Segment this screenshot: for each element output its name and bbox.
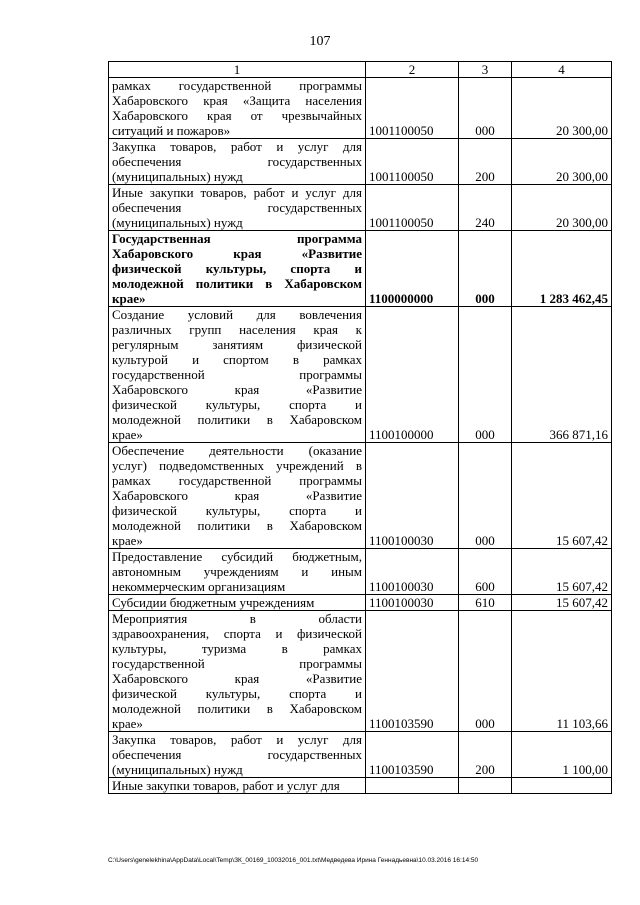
row-amount: 15 607,42 xyxy=(512,595,612,611)
row-amount: 11 103,66 xyxy=(512,611,612,732)
row-expense-type: 200 xyxy=(459,139,512,185)
row-target-code: 1100103590 xyxy=(366,732,459,778)
row-target-code: 1100100030 xyxy=(366,549,459,595)
description-line: культуры, туризма в рамках xyxy=(112,641,362,656)
row-description xyxy=(109,139,366,185)
header-col-2: 2 xyxy=(366,62,459,78)
row-expense-type: 200 xyxy=(459,732,512,778)
description-line: Хабаровского края от чрезвычайных xyxy=(112,108,362,123)
header-col-3: 3 xyxy=(459,62,512,78)
row-target-code: 1001100050 xyxy=(366,78,459,139)
header-col-4: 4 xyxy=(512,62,612,78)
row-target-code: 1100100000 xyxy=(366,307,459,443)
description-line: Мероприятия в области xyxy=(112,611,362,626)
description-line: Хабаровского края «Развитие xyxy=(112,488,362,503)
row-amount: 20 300,00 xyxy=(512,185,612,231)
row-description xyxy=(109,185,366,231)
description-line: физической культуры, спорта и xyxy=(112,686,362,701)
description-line: молодежной политики в Хабаровском xyxy=(112,412,362,427)
description-line: Хабаровского края «Развитие xyxy=(112,671,362,686)
page-number: 107 xyxy=(309,34,331,49)
description-line: (муниципальных) нужд xyxy=(112,215,243,230)
description-line: обеспечения государственных xyxy=(112,200,362,215)
description-line: регулярным занятиям физической xyxy=(112,337,362,352)
description-line: рамках государственной программы xyxy=(112,78,362,93)
row-amount: 20 300,00 xyxy=(512,78,612,139)
row-amount: 1 100,00 xyxy=(512,732,612,778)
description-line: крае» xyxy=(112,427,143,442)
budget-table xyxy=(108,61,612,794)
description-line: Создание условий для вовлечения xyxy=(112,307,362,322)
row-amount: 20 300,00 xyxy=(512,139,612,185)
row-amount: 366 871,16 xyxy=(512,307,612,443)
description-line: услуг) подведомственных учреждений в xyxy=(112,458,362,473)
row-expense-type: 000 xyxy=(459,307,512,443)
description-line: ситуаций и пожаров» xyxy=(112,123,231,138)
description-line: молодежной политики в Хабаровском xyxy=(112,276,362,291)
row-description xyxy=(109,549,366,595)
row-description xyxy=(109,231,366,307)
table-row xyxy=(109,549,612,595)
file-path-footer: C:\Users\genelekhina\AppData\Local\Temp\ЗК_00169_10032016_001.txt\Медведева Ирина Геннадьевна\10.03.2016 16:14:50 xyxy=(108,857,479,864)
description-line: Субсидии бюджетным учреждениям xyxy=(112,595,315,610)
description-line: государственной программы xyxy=(112,367,362,382)
description-line: некоммерческим организациям xyxy=(112,579,286,594)
table-body xyxy=(109,62,612,794)
description-line: обеспечения государственных xyxy=(112,747,362,762)
row-amount: 15 607,42 xyxy=(512,443,612,549)
row-target-code: 1100103590 xyxy=(366,611,459,732)
description-line: рамках государственной программы xyxy=(112,473,362,488)
row-amount: 15 607,42 xyxy=(512,549,612,595)
header-col-1: 1 xyxy=(109,62,366,78)
description-line: Хабаровского края «Развитие xyxy=(112,246,362,261)
row-expense-type: 000 xyxy=(459,231,512,307)
description-line: крае» xyxy=(112,716,143,731)
description-line: молодежной политики в Хабаровском xyxy=(112,701,362,716)
description-line: Иные закупки товаров, работ и услуг для xyxy=(112,778,340,793)
description-line: Обеспечение деятельности (оказание xyxy=(112,443,362,458)
description-line: крае» xyxy=(112,533,143,548)
description-line: Закупка товаров, работ и услуг для xyxy=(112,732,362,747)
row-description xyxy=(109,778,366,794)
table-row xyxy=(109,139,612,185)
description-line: молодежной политики в Хабаровском xyxy=(112,518,362,533)
description-line: культурой и спортом в рамках xyxy=(112,352,362,367)
table-row xyxy=(109,611,612,732)
description-line: физической культуры, спорта и xyxy=(112,397,362,412)
row-target-code: 1100100030 xyxy=(366,595,459,611)
row-amount xyxy=(512,778,612,794)
row-expense-type: 000 xyxy=(459,78,512,139)
row-target-code: 1100100030 xyxy=(366,443,459,549)
description-line: обеспечения государственных xyxy=(112,154,362,169)
description-line: здравоохранения, спорта и физической xyxy=(112,626,362,641)
table-row xyxy=(109,778,612,794)
row-description xyxy=(109,443,366,549)
row-target-code: 1001100050 xyxy=(366,185,459,231)
row-description xyxy=(109,611,366,732)
row-expense-type xyxy=(459,778,512,794)
table-row xyxy=(109,443,612,549)
table-row xyxy=(109,307,612,443)
row-target-code: 1001100050 xyxy=(366,139,459,185)
table-row xyxy=(109,185,612,231)
description-line: различных групп населения края к xyxy=(112,322,362,337)
table-header-row xyxy=(109,62,612,78)
row-expense-type: 000 xyxy=(459,443,512,549)
table-row xyxy=(109,595,612,611)
description-line: (муниципальных) нужд xyxy=(112,169,243,184)
row-description xyxy=(109,307,366,443)
description-line: государственной программы xyxy=(112,656,362,671)
row-target-code xyxy=(366,778,459,794)
row-expense-type: 240 xyxy=(459,185,512,231)
description-line: автономным учреждениям и иным xyxy=(112,564,362,579)
description-line: Хабаровского края «Развитие xyxy=(112,382,362,397)
row-description xyxy=(109,595,366,611)
description-line: крае» xyxy=(112,291,146,306)
row-target-code: 1100000000 xyxy=(366,231,459,307)
description-line: Государственная программа xyxy=(112,231,362,246)
description-line: Закупка товаров, работ и услуг для xyxy=(112,139,362,154)
description-line: Хабаровского края «Защита населения xyxy=(112,93,362,108)
table-row xyxy=(109,78,612,139)
row-expense-type: 000 xyxy=(459,611,512,732)
row-expense-type: 600 xyxy=(459,549,512,595)
row-amount: 1 283 462,45 xyxy=(512,231,612,307)
description-line: (муниципальных) нужд xyxy=(112,762,243,777)
table-row xyxy=(109,732,612,778)
description-line: Предоставление субсидий бюджетным, xyxy=(112,549,362,564)
row-description xyxy=(109,732,366,778)
row-description xyxy=(109,78,366,139)
description-line: физической культуры, спорта и xyxy=(112,503,362,518)
row-expense-type: 610 xyxy=(459,595,512,611)
description-line: Иные закупки товаров, работ и услуг для xyxy=(112,185,362,200)
description-line: физической культуры, спорта и xyxy=(112,261,362,276)
table-row xyxy=(109,231,612,307)
